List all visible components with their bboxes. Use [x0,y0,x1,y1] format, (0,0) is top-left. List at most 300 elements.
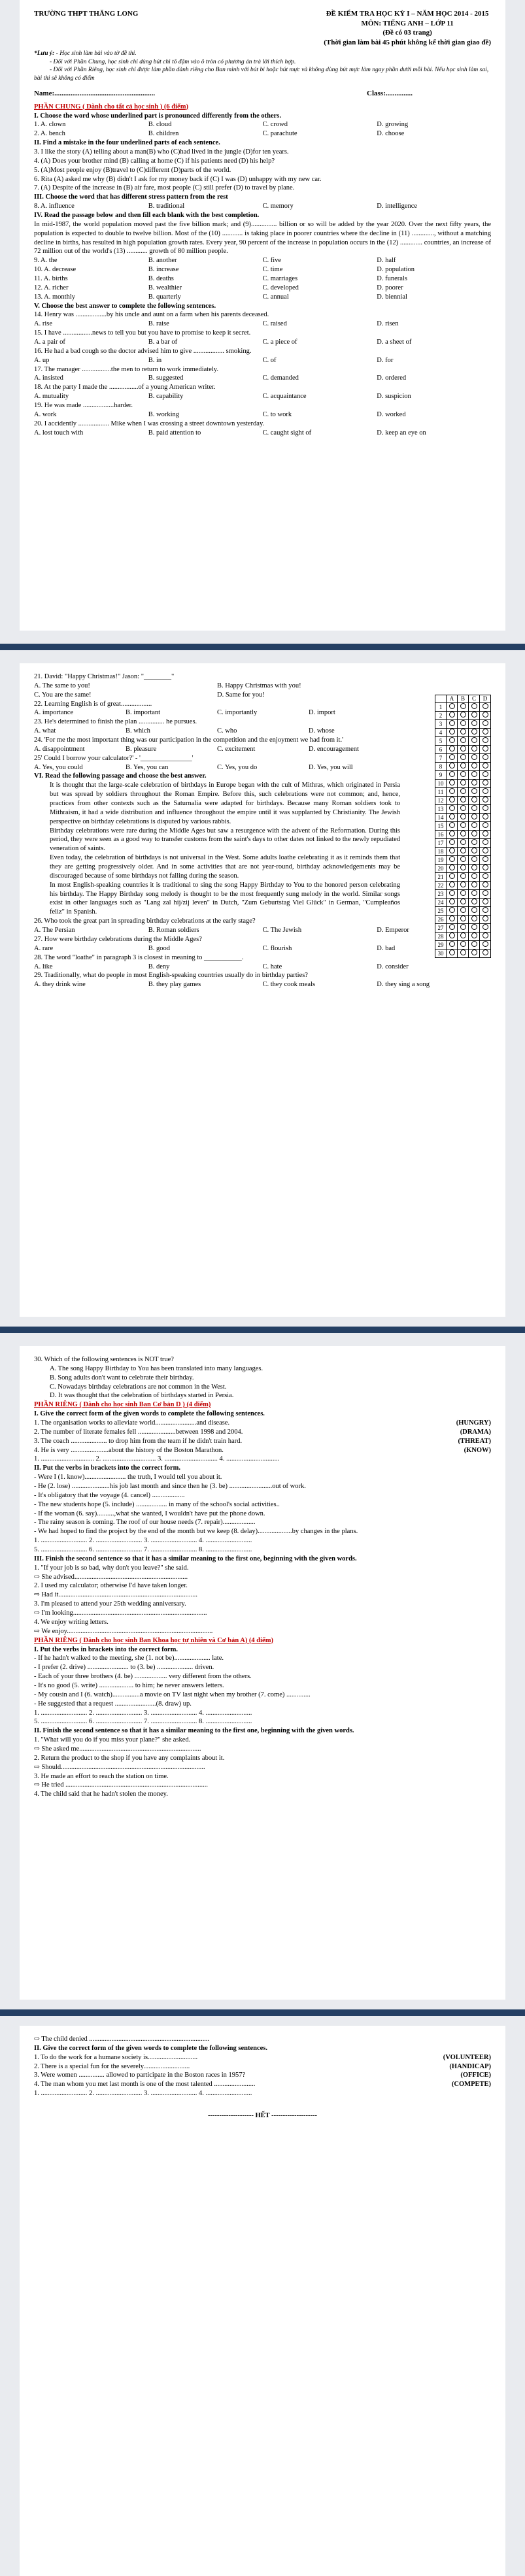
d-verb-7: - We had hoped to find the project by the end of the month but we keep (8. delay)....................by changes in the plans. [34,1528,358,1536]
answer-bubble-b[interactable] [460,797,466,802]
answer-bubble-d[interactable] [483,856,488,862]
answer-bubble-a[interactable] [449,814,455,819]
answer-bubble-c[interactable] [471,754,477,760]
d-verb-1: - Were I (1. know)........................ the truth, I would tell you about it. [34,1474,222,1481]
d-rewrite-2-answer[interactable]: ⇨ Had it................................................................................. [34,1591,198,1599]
answer-row [435,941,491,949]
q19-options [34,410,491,420]
a-verb-answers-2[interactable]: 5. ........................... 6. ........................... 7. ........................... 8. ........................... [34,1718,252,1726]
answer-bubble-c[interactable] [471,831,477,836]
answer-cell [480,839,491,848]
d-verb-2: - He (2. lose) ......................his job last month and since then he (3. be) .........................out of work. [34,1483,306,1491]
answer-bubble-a[interactable] [449,703,455,709]
answer-bubble-d[interactable] [483,873,488,879]
answer-bubble-d[interactable] [483,703,488,709]
answer-bubble-d[interactable] [483,933,488,938]
answer-bubble-a[interactable] [449,797,455,802]
answer-bubble-c[interactable] [471,839,477,845]
answer-bubble-b[interactable] [460,831,466,836]
d-section-1-title: I. Give the correct form of the given words to complete the following sentences. [34,1410,265,1418]
answer-cell [458,907,469,916]
a-rewrite-2: 2. Return the product to the shop if you have any complaints about it. [34,1754,225,1762]
answer-bubble-a[interactable] [449,873,455,879]
passage-paragraph-1: It is thought that the large-scale celebration of birthdays in Europe began with the cult of Mithras, which originated in Persia but was spread by soldiers throughout the Roman Empire. Before this, such celebrations were not common; and, hence, practices from other contexts such as the Saturnalia were adapted for birthdays. Because many Roman soldiers took to Mithraism, it had a wide distribution and influence throughout the empire until it was supplanted by Christianity. The Jewish perspective on birthday celebrations is disputed by various rabbis. [50,782,400,825]
d-section-3-title: III. Finish the second sentence so that it has a similar meaning to the first one, beginning with the given words. [34,1555,357,1562]
answer-cell [480,890,491,899]
exam-header [34,9,491,47]
answer-cell [480,771,491,780]
answer-bubble-c[interactable] [471,763,477,768]
answer-row-number: 12 [435,797,447,805]
answer-bubble-b[interactable] [460,754,466,760]
exam-page-1 [20,0,505,631]
q25-c: C. Yes, you do [217,763,258,771]
answer-cell [458,873,469,882]
answer-cell [458,712,469,720]
q29-options [34,980,491,989]
answer-bubble-c[interactable] [471,788,477,794]
answer-row-number: 14 [435,814,447,822]
answer-bubble-d[interactable] [483,899,488,904]
question-18: 18. At the party I made the .................of a young American writer. [34,384,216,391]
q15-c: C. a piece of [262,339,297,346]
answer-bubble-c[interactable] [471,933,477,938]
a-word-form-answers[interactable]: 1. ........................... 2. ........................... 3. ........................... 4. ........................... [34,2090,252,2098]
q18-a: A. mutuality [34,393,69,401]
answer-cell [447,703,458,712]
answer-cell [469,788,480,797]
question-25: 25' Could I borrow your calculator?' - '_______________' [34,754,194,762]
answer-bubble-b[interactable] [460,822,466,828]
answer-bubble-b[interactable] [460,890,466,896]
answer-bubble-d[interactable] [483,848,488,853]
answer-bubble-a[interactable] [449,882,455,887]
answer-cell [447,924,458,933]
answer-bubble-d[interactable] [483,924,488,930]
answer-bubble-b[interactable] [460,941,466,947]
q14-a: A. rise [34,320,52,328]
answer-cell [447,873,458,882]
answer-bubble-d[interactable] [483,831,488,836]
answer-row-number: 17 [435,839,447,848]
q9-b: B. another [148,257,177,265]
answer-bubble-a[interactable] [449,771,455,777]
answer-bubble-b[interactable] [460,788,466,794]
answer-bubble-d[interactable] [483,771,488,777]
a-verb-6: - He suggested that a request ........................(8. draw) up. [34,1700,192,1708]
answer-bubble-c[interactable] [471,746,477,751]
exam-page-4 [20,2026,505,2576]
answer-bubble-a[interactable] [449,916,455,921]
answer-bubble-b[interactable] [460,949,466,955]
q23-c: C. who [217,727,237,735]
answer-bubble-d[interactable] [483,788,488,794]
q26-d: D. Emperor [377,927,409,934]
answer-cell [458,839,469,848]
name-field[interactable]: Name:........................................................ [34,90,156,98]
answer-cell [447,916,458,924]
answer-bubble-b[interactable] [460,763,466,768]
answer-bubble-b[interactable] [460,873,466,879]
exam-title: ĐỀ KIỂM TRA HỌC KỲ I – NĂM HỌC 2014 - 2015 [326,10,489,18]
answer-bubble-d[interactable] [483,737,488,743]
answer-cell [458,780,469,788]
answer-cell [480,805,491,814]
answer-bubble-a[interactable] [449,899,455,904]
answer-cell [469,729,480,737]
answer-head-d: D [480,695,491,703]
answer-bubble-b[interactable] [460,924,466,930]
answer-bubble-a[interactable] [449,907,455,913]
answer-bubble-d[interactable] [483,720,488,726]
answer-cell [447,737,458,746]
answer-bubble-c[interactable] [471,712,477,718]
separate-section-title-a: PHẦN RIÊNG ( Dành cho học sinh Ban Khoa học tự nhiên và Cơ bản A) (4 điểm) [34,1636,273,1644]
answer-row-number: 10 [435,780,447,788]
separate-section-title-d: PHẦN RIÊNG ( Dành cho học sinh Ban Cơ bản D ) (4 điểm) [34,1401,211,1409]
d-wf3-text: 3. The coach ..................... to drop him from the team if he didn't train hard. [34,1437,243,1445]
answer-cell [447,856,458,865]
q23-b: B. which [126,727,150,735]
answer-cell [447,822,458,831]
answer-bubble-b[interactable] [460,737,466,743]
answer-row [435,848,491,856]
d-wf1-text: 1. The organisation works to alleviate world........................and disease. [34,1419,230,1427]
answer-bubble-a[interactable] [449,729,455,735]
answer-cell [469,822,480,831]
question-24: 24. 'For me the most important thing was our participation in the competition and the enjoyment we had from it.' [34,736,343,744]
answer-bubble-c[interactable] [471,720,477,726]
answer-bubble-a[interactable] [449,720,455,726]
q1-b: B. cloud [148,121,172,129]
answer-bubble-a[interactable] [449,848,455,853]
answer-bubble-d[interactable] [483,865,488,870]
answer-row [435,873,491,882]
answer-bubble-c[interactable] [471,703,477,709]
d-verb-answers-1[interactable]: 1. ........................... 2. ........................... 3. ........................... 4. ........................... [34,1537,252,1545]
answer-row [435,754,491,763]
answer-bubble-b[interactable] [460,916,466,921]
answer-bubble-c[interactable] [471,856,477,862]
d-word-form-1 [34,1419,491,1428]
answer-cell [447,771,458,780]
question-8 [34,202,491,211]
section-2-title: II. Find a mistake in the four underlined parts of each sentence. [34,139,220,147]
answer-cell [480,737,491,746]
answer-cell [458,746,469,754]
question-19: 19. He was made ..................harder. [34,402,133,410]
question-26: 26. Who took the great part in spreading birthday celebrations at the early stage? [34,917,256,925]
answer-bubble-b[interactable] [460,907,466,913]
answer-cell [469,797,480,805]
question-15: 15. I have .................news to tell you but you have to promise to keep it secret. [34,329,251,337]
answer-row-number: 26 [435,916,447,924]
answer-bubble-a[interactable] [449,831,455,836]
answer-bubble-d[interactable] [483,941,488,947]
answer-bubble-b[interactable] [460,814,466,819]
d-rewrite-1-answer[interactable]: ⇨ She advised.................................................................. [34,1573,188,1581]
answer-head-b: B [458,695,469,703]
answer-bubble-c[interactable] [471,822,477,828]
answer-row-number: 23 [435,890,447,899]
q21-d: D. Same for you! [217,691,265,699]
answer-bubble-b[interactable] [460,933,466,938]
q1-c: C. crowd [262,121,288,129]
answer-bubble-c[interactable] [471,890,477,896]
answer-bubble-c[interactable] [471,865,477,870]
answer-bubble-d[interactable] [483,729,488,735]
d-rewrite-1: 1. "If your job is so bad, why don't you leave?" she said. [34,1564,189,1572]
answer-bubble-a[interactable] [449,805,455,811]
answer-cell [458,788,469,797]
answer-row [435,839,491,848]
a-word-form-4 [34,2080,491,2089]
answer-row [435,865,491,873]
answer-cell [469,890,480,899]
answer-bubble-d[interactable] [483,890,488,896]
answer-bubble-a[interactable] [449,865,455,870]
answer-cell [447,839,458,848]
answer-bubble-d[interactable] [483,805,488,811]
answer-bubble-b[interactable] [460,712,466,718]
answer-cell [469,916,480,924]
answer-bubble-c[interactable] [471,907,477,913]
answer-bubble-a[interactable] [449,780,455,785]
answer-bubble-a[interactable] [449,890,455,896]
answer-cell [458,899,469,907]
answer-row [435,729,491,737]
question-3: 3. I like the story (A) telling about a man(B) who (C)had lived in the jungle (D)for ten years. [34,148,289,156]
answer-bubble-b[interactable] [460,848,466,853]
answer-cell [480,788,491,797]
d-section-2-title: II. Put the verbs in brackets into the correct form. [34,1464,181,1472]
answer-bubble-b[interactable] [460,746,466,751]
d-rewrite-4-answer[interactable]: ⇨ We enjoy..................................................................................... [34,1627,213,1635]
answer-bubble-a[interactable] [449,737,455,743]
answer-bubble-c[interactable] [471,848,477,853]
answer-row-number: 13 [435,805,447,814]
answer-bubble-d[interactable] [483,746,488,751]
answer-cell [480,780,491,788]
answer-bubble-b[interactable] [460,899,466,904]
q22-a: A. importance [34,709,74,717]
answer-bubble-d[interactable] [483,780,488,785]
answer-cell [447,746,458,754]
answer-bubble-a[interactable] [449,941,455,947]
answer-cell [447,814,458,822]
answer-bubble-c[interactable] [471,941,477,947]
answer-bubble-c[interactable] [471,873,477,879]
answer-bubble-c[interactable] [471,924,477,930]
answer-bubble-a[interactable] [449,788,455,794]
answer-bubble-c[interactable] [471,737,477,743]
answer-bubble-a[interactable] [449,763,455,768]
answer-cell [480,822,491,831]
a-rewrite-2-answer[interactable]: ⇨ Should.................................................................................... [34,1763,205,1771]
answer-bubble-a[interactable] [449,924,455,930]
d-word-form-2 [34,1428,491,1437]
answer-head-a: A [447,695,458,703]
section-3-title: III. Choose the word that has different stress pattern from the rest [34,193,228,201]
answer-row-number: 9 [435,771,447,780]
a-wf3-text: 3. Were women ............... allowed to participate in the Boston races in 1957? [34,2072,246,2079]
school-name: TRƯỜNG THPT THĂNG LONG [34,10,139,18]
q29-c: C. they cook meals [262,981,315,989]
answer-bubble-d[interactable] [483,822,488,828]
answer-bubble-a[interactable] [449,856,455,862]
answer-cell [480,907,491,916]
page-separator [0,2009,525,2016]
answer-row [435,746,491,754]
answer-bubble-c[interactable] [471,882,477,887]
answer-bubble-b[interactable] [460,882,466,887]
answer-bubble-c[interactable] [471,916,477,921]
answer-bubble-d[interactable] [483,907,488,913]
answer-cell [469,763,480,771]
q15-options [34,338,491,347]
answer-bubble-d[interactable] [483,797,488,802]
answer-cell [469,949,480,958]
answer-bubble-b[interactable] [460,805,466,811]
answer-bubble-a[interactable] [449,822,455,828]
answer-bubble-a[interactable] [449,949,455,955]
question-23: 23. He's determined to finish the plan ............... he pursues. [34,718,197,726]
answer-bubble-a[interactable] [449,933,455,938]
section-4-title: IV. Read the passage below and then fill each blank with the best completion. [34,212,260,220]
answer-bubble-c[interactable] [471,797,477,802]
answer-cell [480,856,491,865]
exam-pages: (Đề có 03 trang) [382,29,432,37]
q30-b: B. Song adults don't want to celebrate their birthday. [50,1374,194,1381]
question-12 [34,284,491,293]
answer-bubble-d[interactable] [483,916,488,921]
answer-bubble-b[interactable] [460,780,466,785]
answer-bubble-c[interactable] [471,899,477,904]
answer-bubble-d[interactable] [483,882,488,887]
q10-b: B. increase [148,266,179,274]
d-word-form-answers[interactable]: 1. ............................... 2. ............................... 3. ............................... 4. ............................... [34,1455,280,1463]
q19-c: C. to work [262,410,292,418]
q23-options [34,727,400,736]
answer-bubble-d[interactable] [483,712,488,718]
answer-cell [480,814,491,822]
a-verb-answers-1[interactable]: 1. ........................... 2. ........................... 3. ........................... 4. ........................... [34,1709,252,1717]
d-verb-6: - The rainy season is coming. The roof of our house needs (7. repair)................... [34,1519,256,1527]
q27-b: B. good [148,944,171,952]
answer-bubble-d[interactable] [483,839,488,845]
answer-row [435,703,491,712]
answer-cell [447,763,458,771]
answer-bubble-c[interactable] [471,729,477,735]
q9-d: D. half [377,257,396,265]
note-title: *Lưu ý: [34,50,55,58]
answer-bubble-a[interactable] [449,746,455,751]
q14-c: C. raised [262,320,287,328]
a-rewrite-3-answer[interactable]: ⇨ He tried ................................................................................... [34,1781,209,1789]
answer-head-blank [435,695,447,703]
q15-a: A. a pair of [34,339,65,346]
answer-bubble-c[interactable] [471,949,477,955]
a-rewrite-3: 3. He made an effort to reach the station on time. [34,1772,169,1780]
answer-cell [469,839,480,848]
answer-cell [458,890,469,899]
answer-row-number: 29 [435,941,447,949]
answer-cell [458,729,469,737]
q16-d: D. for [377,356,394,364]
answer-bubble-b[interactable] [460,865,466,870]
answer-cell [447,805,458,814]
answer-row-number: 30 [435,949,447,958]
a-rewrite-4-answer[interactable]: ⇨ The child denied ...................................................................... [34,2036,210,2043]
answer-bubble-c[interactable] [471,771,477,777]
answer-bubble-b[interactable] [460,771,466,777]
question-4: 4. (A) Does your brother mind (B) calling at home (C) if his patients need (D) his help? [34,157,275,165]
page-separator [0,644,525,650]
answer-bubble-b[interactable] [460,839,466,845]
answer-bubble-a[interactable] [449,712,455,718]
class-field[interactable]: Class:............... [367,90,413,98]
answer-bubble-d[interactable] [483,763,488,768]
answer-row-number: 1 [435,703,447,712]
answer-bubble-c[interactable] [471,780,477,785]
d-verb-5: - If the woman (6. say)..........,what she wanted, I wouldn't have put the phone down. [34,1510,265,1517]
d-rewrite-3: 3. I'm pleased to attend your 25th wedding anniversary. [34,1600,186,1608]
answer-cell [480,729,491,737]
d-rewrite-3-answer[interactable]: ⇨ I'm looking.............................................................................. [34,1610,207,1617]
passage-population: In mid-1987, the world population moved past the five billion mark; and (9)............... billion or so will be added by the year 2020. Over the next fifty years, the population is expected to double to twelve billion. Most of the (10) ............ is taking place in poorer countries where the decline in (11) ............., without a matching decline in births, has resulted in high population growth rates. Every year, 90 percent of the increase in population occurs in the (12) ............. countries, an increase of 72 million out of the world's (13) ............ growth of 80 million people. [34,220,491,256]
q22-options [34,708,400,718]
notes [34,50,491,82]
answer-bubble-b[interactable] [460,729,466,735]
answer-cell [469,899,480,907]
answer-cell [469,703,480,712]
answer-bubble-a[interactable] [449,754,455,760]
q12-a: 12. A. richer [34,284,69,291]
question-16: 16. He had a bad cough so the doctor advised him to give .................. smoking. [34,347,252,355]
a-wf4-text: 4. The man whom you met last month is one of the most talented ........................ [34,2081,256,2089]
q18-c: C. acquaintance [262,393,307,401]
answer-cell [480,924,491,933]
q13-d: D. biennial [377,293,407,301]
q18-options [34,392,491,401]
answer-row-number: 16 [435,831,447,839]
answer-cell [458,933,469,941]
answer-bubble-d[interactable] [483,754,488,760]
answer-cell [458,763,469,771]
answer-row-number: 4 [435,729,447,737]
answer-cell [469,720,480,729]
answer-bubble-c[interactable] [471,805,477,811]
answer-bubble-b[interactable] [460,720,466,726]
question-11 [34,274,491,284]
answer-bubble-d[interactable] [483,814,488,819]
a-rewrite-1-answer[interactable]: ⇨ She asked me....................................................................... [34,1745,201,1753]
answer-row [435,856,491,865]
answer-bubble-c[interactable] [471,814,477,819]
d-verb-answers-2[interactable]: 5. ........................... 6. ........................... 7. ........................... 8. ........................... [34,1546,252,1554]
a-verb-5: - My cousin and I (6. watch)................a movie on TV last night when my brother (7. come) .............. [34,1691,311,1698]
answer-bubble-a[interactable] [449,839,455,845]
question-27: 27. How were birthday celebrations during the Middle Ages? [34,935,202,943]
answer-row-number: 5 [435,737,447,746]
question-29: 29. Traditionally, what do people in most English-speaking countries usually do in birthday parties? [34,972,308,980]
answer-cell [458,703,469,712]
answer-bubble-b[interactable] [460,703,466,709]
answer-cell [458,882,469,890]
q18-b: B. capability [148,393,184,401]
answer-bubble-d[interactable] [483,949,488,955]
answer-bubble-b[interactable] [460,856,466,862]
